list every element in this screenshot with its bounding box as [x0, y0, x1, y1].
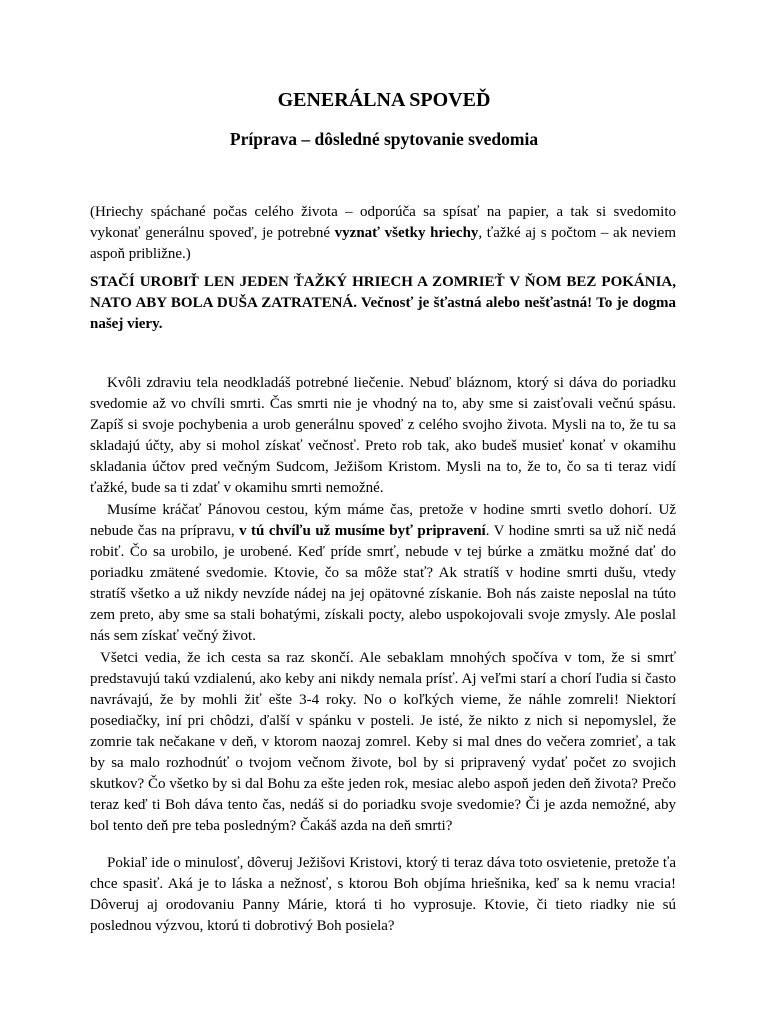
warning-paragraph: STAČÍ UROBIŤ LEN JEDEN ŤAŽKÝ HRIECH A ZOMRIEŤ V ŇOM BEZ POKÁNIA, NATO ABY BOLA DUŠA ZATRATENÁ. Večnosť je šťastná alebo nešťastná! To je dogma našej viery. [90, 274, 676, 332]
intro-paragraph [90, 202, 676, 265]
paragraph-2-text-end: . V hodine smrti sa už nič nedá robiť. Čo sa urobilo, je urobené. Keď príde smrť, nebude v tej búrke a zmätku možné dať do poriadku zmätené svedomie. Ktovie, čo sa môže stať? Ak stratíš v hodine smrti dušu, vtedy stratíš všetko a už nikdy nevzíde nádej na jej opätovné získanie. Boh nás zaiste neposlal na túto zem preto, aby sme sa stali bohatými, získali pocty, alebo uspokojovali svoje zmysly. Ale poslal nás sem získať večný život. [90, 523, 676, 644]
body-paragraph-1: Kvôli zdraviu tela neodkladáš potrebné liečenie. Nebuď bláznom, ktorý si dáva do poriadku svedomie až vo chvíli smrti. Čas smrti nie je vhodný na to, aby sme si zaisťovali večnú spásu. Zapíš si svoje pochybenia a urob generálnu spoveď z celého svojho života. Mysli na to, že tu sa skladajú účty, aby si mohol získať večnosť. Preto rob tak, ako budeš musieť konať v okamihu skladania účtov pred večným Sudcom, Ježišom Kristom. Mysli na to, že to, čo sa ti teraz vidí ťažké, bude sa ti zdať v okamihu smrti nemožné. [90, 375, 676, 496]
body-paragraph-3: Všetci vedia, že ich cesta sa raz skončí. Ale sebaklam mnohých spočíva v tom, že si smrť predstavujú takú vzdialenú, ako keby ani nikdy nemala prísť. Aj veľmi starí a chorí ľudia si často navrávajú, že by mohli žiť ešte 3-4 roky. No o koľkých vieme, že náhle zomreli! Niektorí posediačky, iní pri chôdzi, ďalší v spánku v posteli. Je isté, že nikto z nich si nepomyslel, že zomrie tak nečakane v deň, v ktorom naozaj zomrel. Keby si mal dnes do večera zomrieť, a tak by sa malo rozhodnúť o tvojom večnom živote, bol by si pripravený vydať počet zo svojich skutkov? Čo všetko by si dal Bohu za ešte jeden rok, mesiac alebo aspoň jeden deň života? Prečo teraz keď ti Boh dáva tento čas, nedáš si do poriadku svoje svedomie? Či je azda nemožné, aby bol tento deň pre teba posledným? Čakáš azda na deň smrti? [90, 650, 676, 834]
body-paragraph-2 [90, 500, 676, 647]
page-title: GENERÁLNA SPOVEĎ [277, 89, 491, 111]
paragraph-2-text-start: Musíme kráčať Pánovou cestou, kým máme čas, pretože v hodine smrti svetlo dohorí. Už nebude čas na prípravu, [90, 502, 676, 539]
intro-text-start: (Hriechy spáchané počas celého života – odporúča sa spísať na papier, a tak si svedomito vykonať generálnu spoveď, je potrebné [90, 204, 676, 241]
paragraph-2-emphasis: v tú chvíľu už musíme byť pripravení [239, 523, 486, 539]
intro-emphasis: vyznať všetky hriechy [334, 225, 479, 241]
page-subtitle: Príprava – dôsledné spytovanie svedomia [229, 129, 539, 149]
body-paragraph-4: Pokiaľ ide o minulosť, dôveruj Ježišovi Kristovi, ktorý ti teraz dáva toto osvietenie, pretože ťa chce spasiť. Aká je to láska a nežnosť, s ktorou Boh objíma hriešnika, keď sa k nemu vracia! Dôveruj aj orodovaniu Panny Márie, ktorá ti ho vyprosuje. Ktovie, či tieto riadky nie sú poslednou výzvou, ktorú ti dobrotivý Boh posiela? [90, 855, 676, 934]
intro-text-end: , ťažké aj s počtom – ak neviem aspoň približne.) [90, 225, 676, 262]
